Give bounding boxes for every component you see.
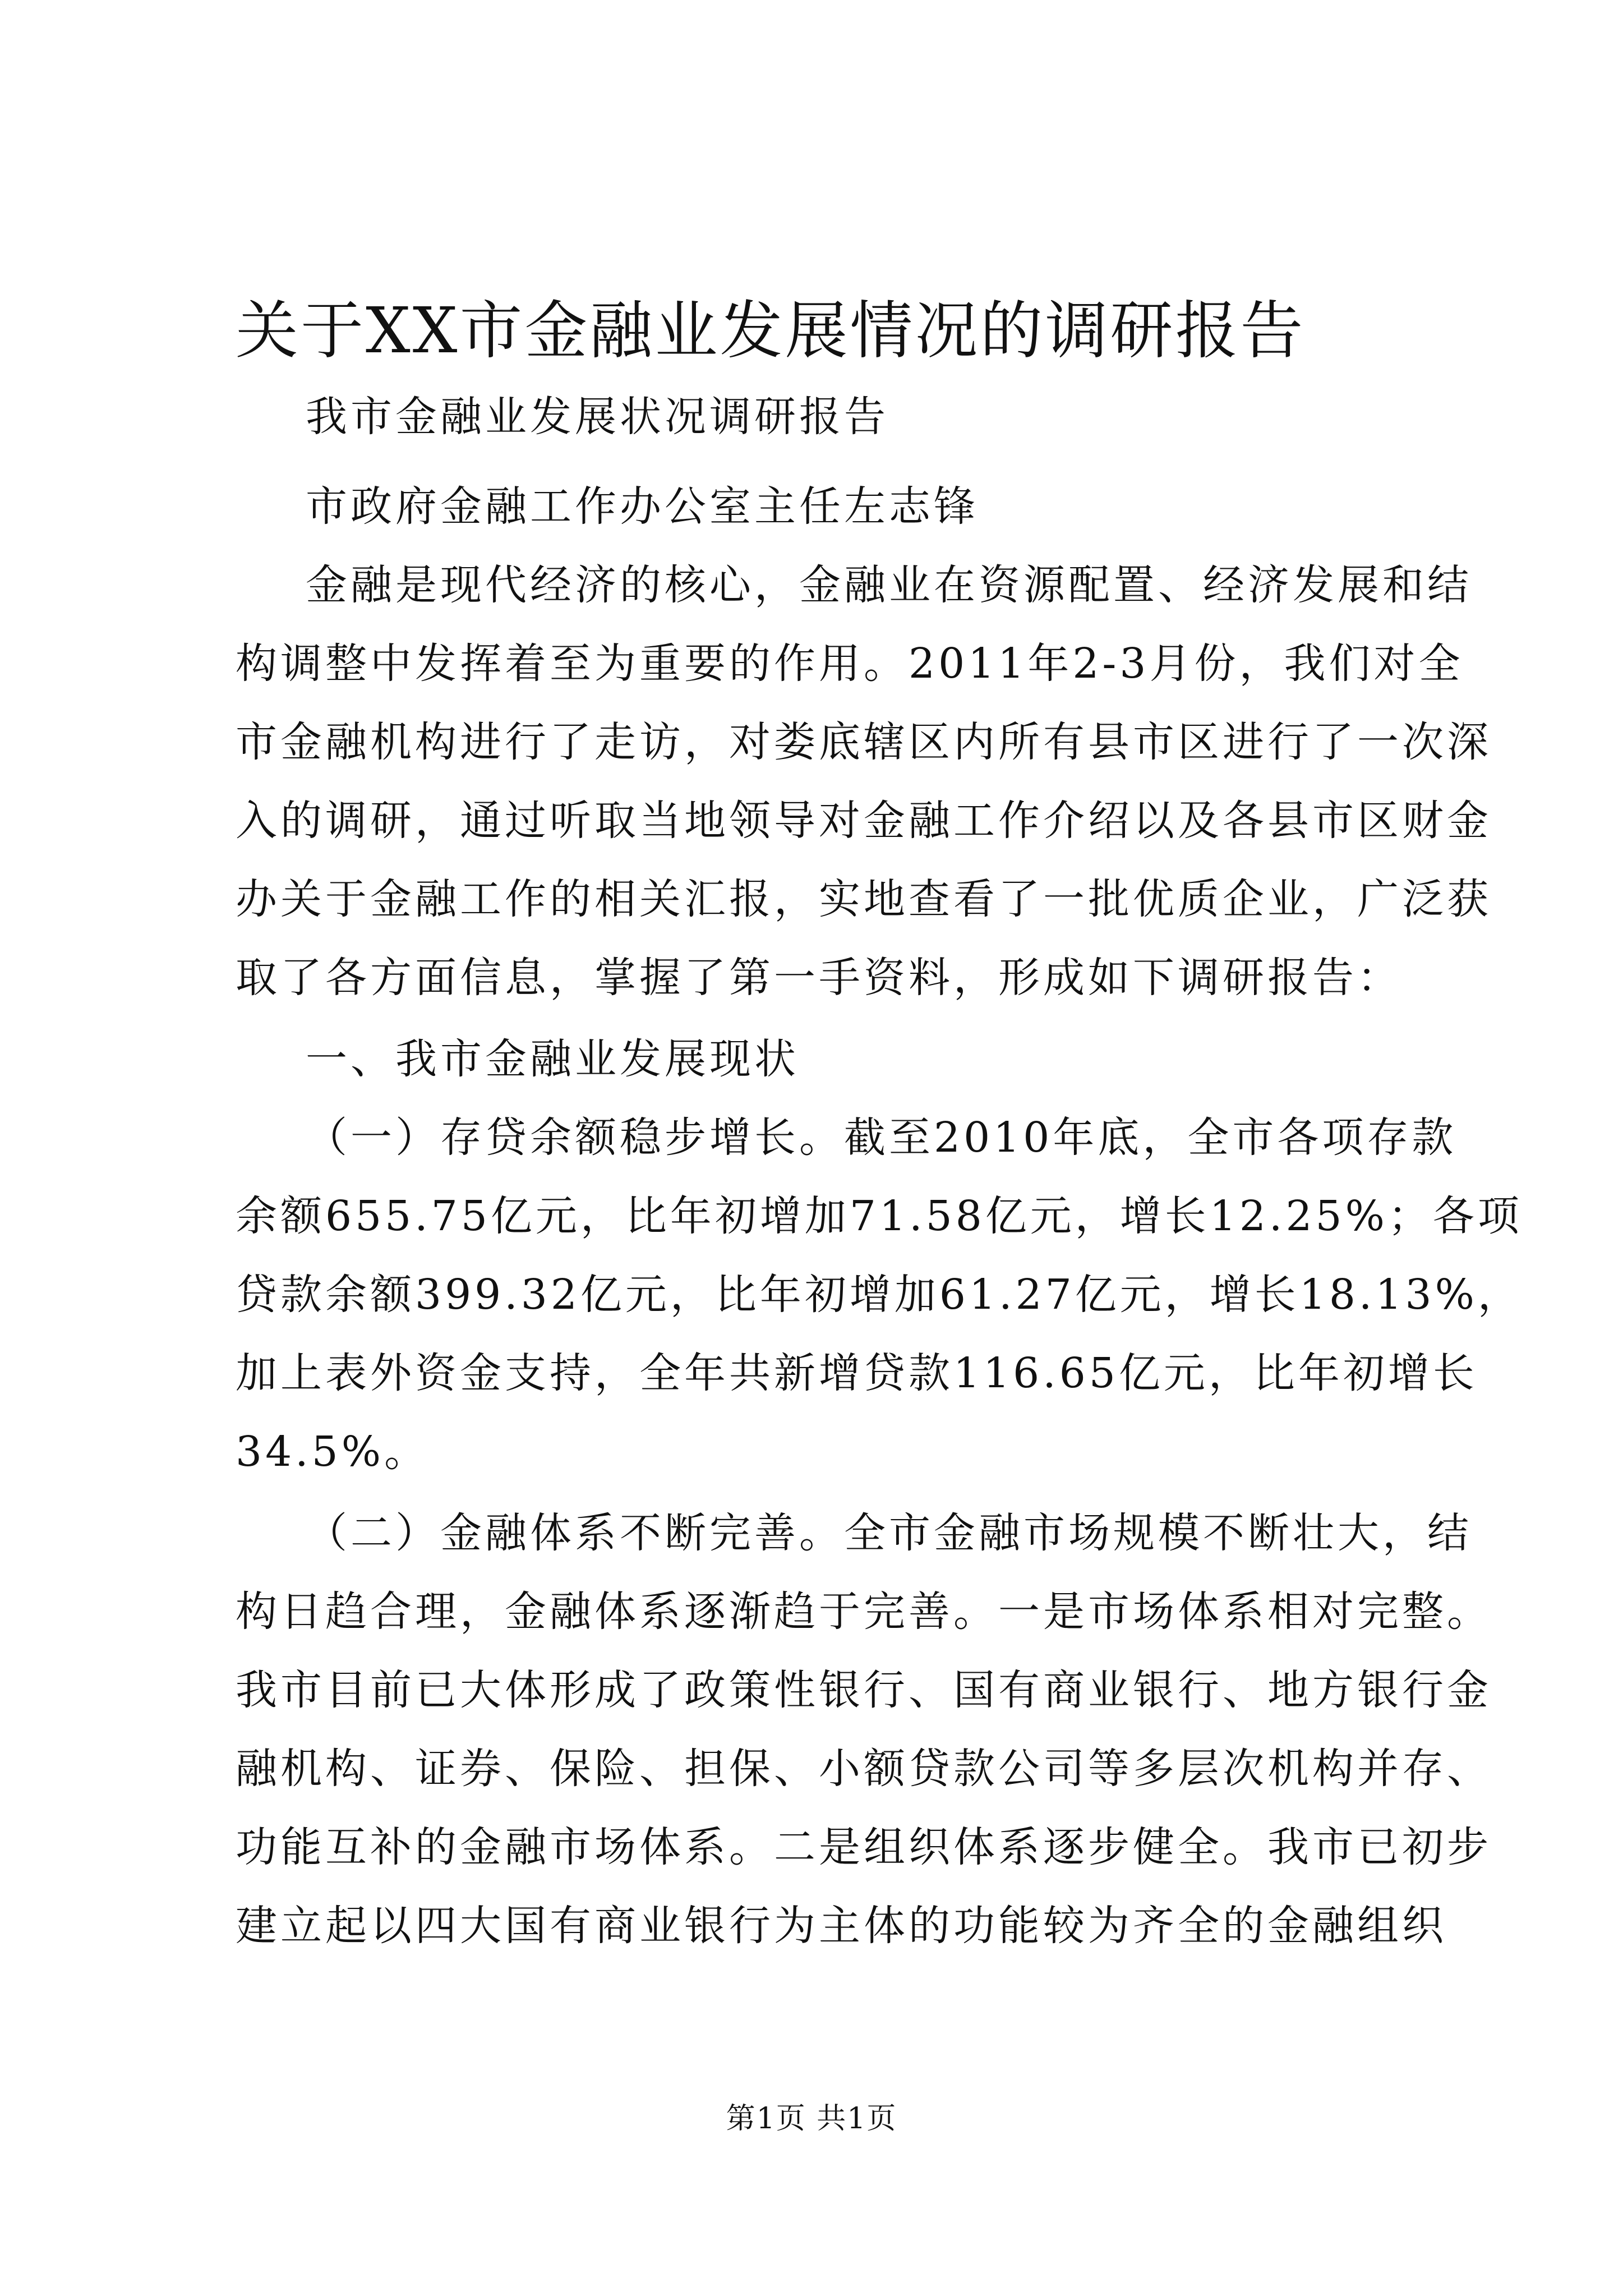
paragraph-line: 构日趋合理，金融体系逐渐趋于完善。一是市场体系相对完整。 — [236, 1588, 1492, 1636]
paragraph-line: 34.5%。 — [236, 1428, 430, 1476]
paragraph-line: 我市目前已大体形成了政策性银行、国有商业银行、地方银行金 — [236, 1666, 1492, 1714]
paragraph-line: 功能互补的金融市场体系。二是组织体系逐步健全。我市已初步 — [236, 1823, 1492, 1871]
paragraph-line: 入的调研，通过听取当地领导对金融工作介绍以及各县市区财金 — [236, 797, 1492, 845]
paragraph-line: （一）存贷余额稳步增长。截至2010年底，全市各项存款 — [306, 1114, 1457, 1162]
paragraph-line: 构调整中发挥着至为重要的作用。2011年2-3月份，我们对全 — [236, 639, 1464, 688]
paragraph-line: （二）金融体系不断完善。全市金融市场规模不断壮大，结 — [306, 1509, 1472, 1557]
document-title: 关于XX市金融业发展情况的调研报告 — [236, 295, 1306, 367]
paragraph-line: 金融是现代经济的核心，金融业在资源配置、经济发展和结 — [306, 561, 1472, 609]
paragraph-line: 取了各方面信息，掌握了第一手资料，形成如下调研报告： — [236, 954, 1402, 1002]
paragraph-line: 余额655.75亿元，比年初增加71.58亿元，增长12.25%；各项 — [236, 1192, 1523, 1240]
paragraph-line: 融机构、证券、保险、担保、小额贷款公司等多层次机构并存、 — [236, 1745, 1492, 1793]
paragraph-line: 建立起以四大国有商业银行为主体的功能较为齐全的金融组织 — [236, 1902, 1447, 1950]
subtitle: 我市金融业发展状况调研报告 — [306, 393, 889, 441]
paragraph-line: 加上表外资金支持，全年共新增贷款116.65亿元，比年初增长 — [236, 1349, 1478, 1397]
page-footer: 第1页 共1页 — [726, 2102, 897, 2136]
author-line: 市政府金融工作办公室主任左志锋 — [306, 482, 979, 531]
paragraph-line: 贷款余额399.32亿元，比年初增加61.27亿元，增长18.13%， — [236, 1271, 1523, 1319]
paragraph-line: 办关于金融工作的相关汇报，实地查看了一批优质企业，广泛获 — [236, 875, 1492, 923]
section-heading: 一、我市金融业发展现状 — [306, 1035, 799, 1083]
paragraph-line: 市金融机构进行了走访，对娄底辖区内所有县市区进行了一次深 — [236, 718, 1492, 766]
